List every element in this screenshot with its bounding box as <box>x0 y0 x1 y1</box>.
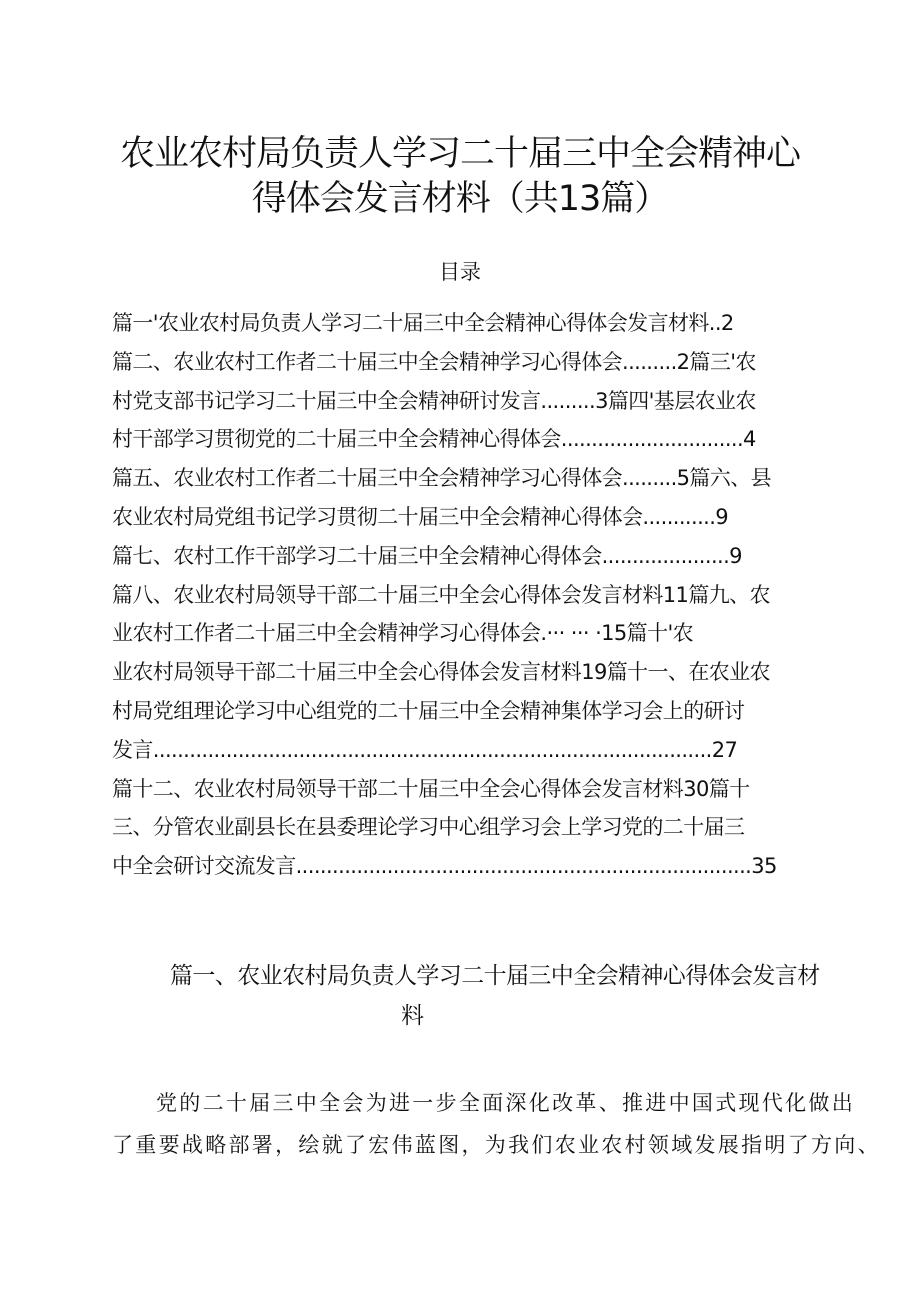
toc-line: 农业农村局党组书记学习贯彻二十届三中全会精神心得体会............9 <box>112 504 729 529</box>
toc-line: 篇五、农业农村工作者二十届三中全会精神学习心得体会.........5篇六、县 <box>112 466 772 491</box>
table-of-contents <box>112 304 852 886</box>
document-title-line-2: 得体会发言材料（共13篇） <box>251 179 669 219</box>
toc-line: 业农村工作者二十届三中全会精神学习心得体会.··· ··· ·15篇十'农 <box>112 621 694 646</box>
toc-heading: 目录 <box>439 260 481 284</box>
toc-line: 村局党组理论学习中心组党的二十届三中全会精神集体学习会上的研讨 <box>112 698 745 723</box>
toc-line: 篇十二、农业农村局领导干部二十届三中全会心得体会发言材料30篇十 <box>112 776 750 801</box>
toc-line: 中全会研讨交流发言...........................................................................35 <box>112 854 777 879</box>
toc-line: 村党支部书记学习二十届三中全会精神研讨发言.........3篇四'基层农业农 <box>112 388 756 413</box>
paragraph-line: 了重要战略部署，绘就了宏伟蓝图，为我们农业农村领域发展指明了方向、 <box>112 1133 881 1157</box>
paragraph-line: 党的二十届三中全会为进一步全面深化改革、推进中国式现代化做出 <box>156 1091 855 1115</box>
document-title-line-1: 农业农村局负责人学习二十届三中全会精神心 <box>119 134 800 174</box>
section-title-line-2: 料 <box>401 1003 424 1029</box>
toc-line: 发言............................................................................................27 <box>112 737 738 762</box>
toc-line: 篇二、农业农村工作者二十届三中全会精神学习心得体会.........2篇三'农 <box>112 349 756 374</box>
toc-line: 篇一'农业农村局负责人学习二十届三中全会精神心得体会发言材料..2 <box>112 311 734 335</box>
toc-line: 篇七、农村工作干部学习二十届三中全会精神心得体会.....................9 <box>112 543 742 568</box>
body-paragraph <box>112 1082 881 1166</box>
section-title-line-1: 篇一、农业农村局负责人学习二十届三中全会精神心得体会发言材 <box>170 963 820 989</box>
toc-line: 村干部学习贯彻党的二十届三中全会精神心得体会..............................4 <box>112 427 756 452</box>
toc-line: 篇八、农业农村局领导干部二十届三中全会心得体会发言材料11篇九、农 <box>112 582 770 607</box>
toc-line: 三、分管农业副县长在县委理论学习中心组学习会上学习党的二十届三 <box>112 815 745 840</box>
toc-line: 业农村局领导干部二十届三中全会心得体会发言材料19篇十一、在农业农 <box>112 660 770 685</box>
